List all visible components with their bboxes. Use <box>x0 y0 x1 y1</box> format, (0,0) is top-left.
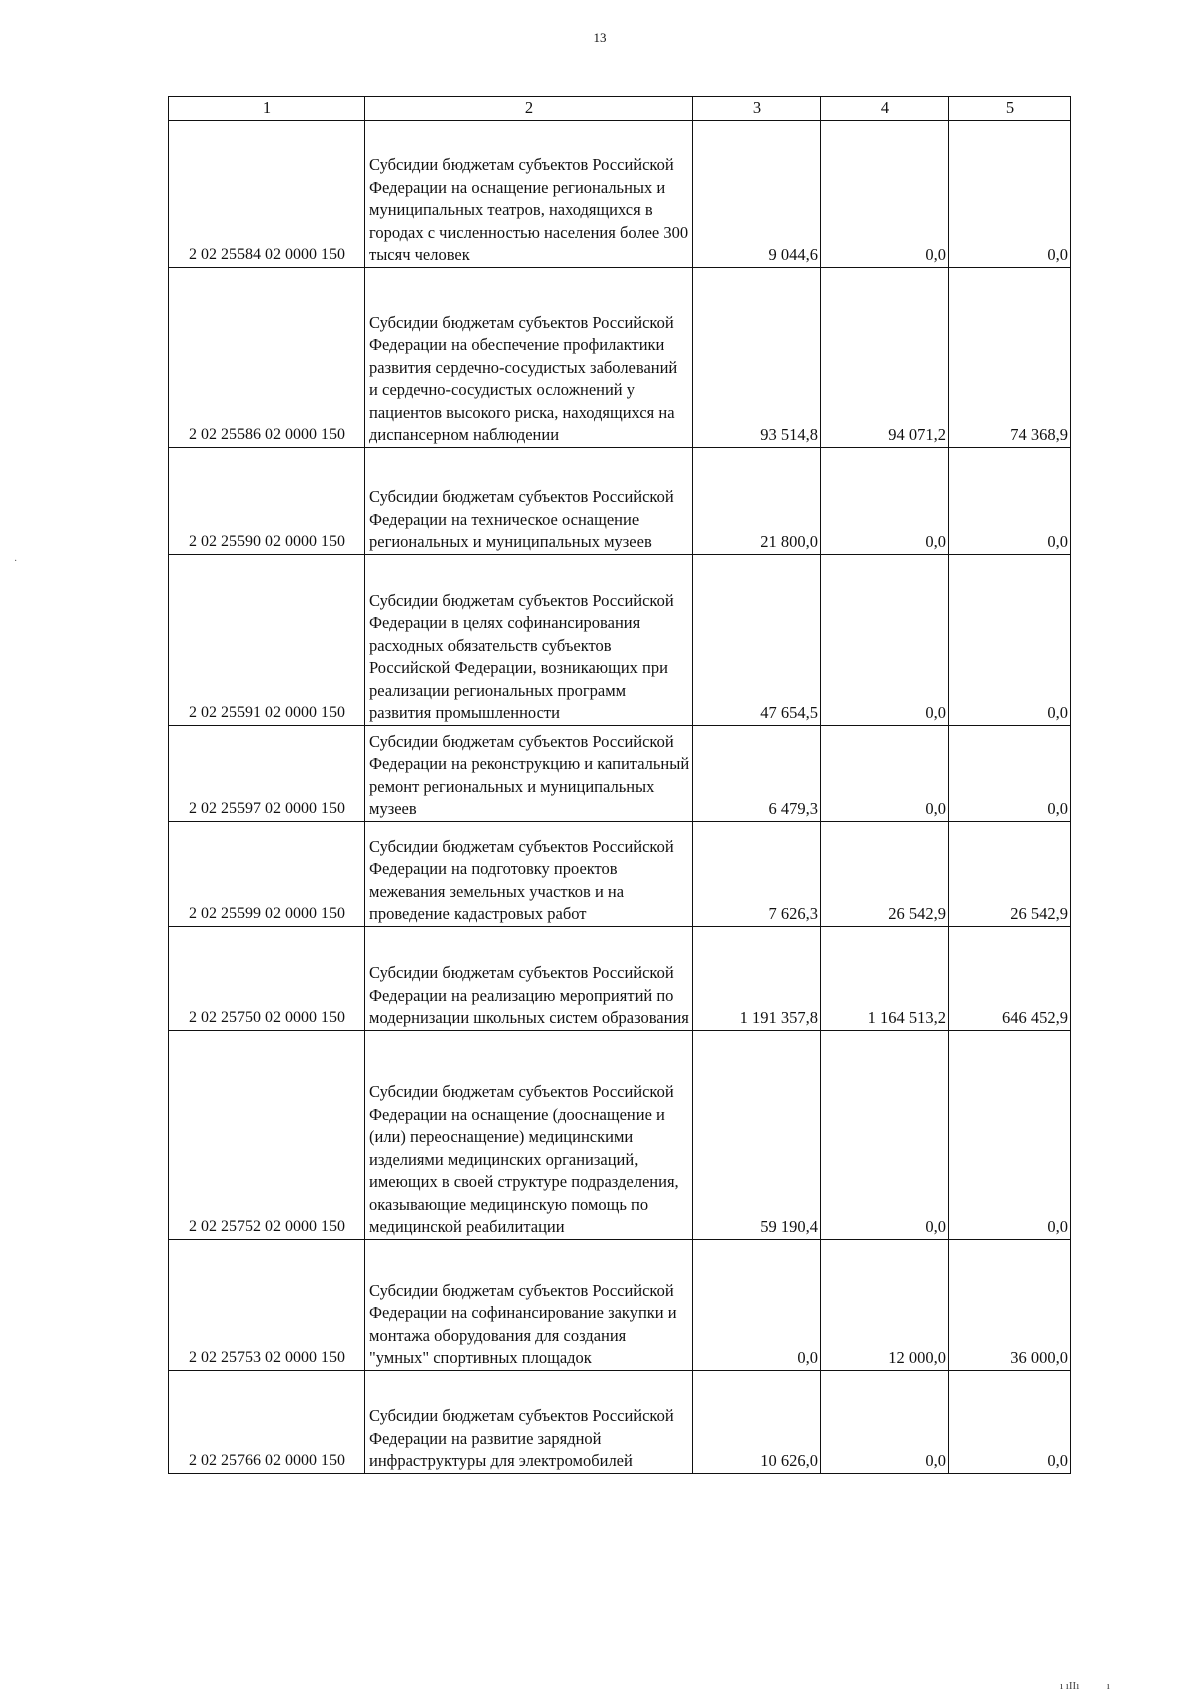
value-col-3: 9 044,6 <box>693 120 821 267</box>
budget-code: 2 02 25597 02 0000 150 <box>169 725 365 821</box>
subsidy-name: Субсидии бюджетам субъектов Российской Федерации на реконструкцию и капитальный ремонт региональных и муниципальных музеев <box>365 725 693 821</box>
value-col-4: 0,0 <box>821 1030 949 1239</box>
value-col-3: 1 191 357,8 <box>693 926 821 1030</box>
value-col-4: 26 542,9 <box>821 821 949 926</box>
value-col-3: 21 800,0 <box>693 447 821 554</box>
subsidy-name: Субсидии бюджетам субъектов Российской Федерации на развитие зарядной инфраструктуры для электромобилей <box>365 1370 693 1473</box>
table-row <box>169 1239 1071 1370</box>
value-col-3: 93 514,8 <box>693 267 821 447</box>
margin-mark: · <box>14 556 18 567</box>
budget-code: 2 02 25750 02 0000 150 <box>169 926 365 1030</box>
table-row <box>169 447 1071 554</box>
value-col-5: 0,0 <box>949 725 1071 821</box>
budget-code: 2 02 25753 02 0000 150 <box>169 1239 365 1370</box>
value-col-3: 7 626,3 <box>693 821 821 926</box>
table-row <box>169 821 1071 926</box>
column-header-3: 3 <box>693 97 821 121</box>
scan-marks: ı ıΙΙı ı <box>1060 1680 1110 1692</box>
subsidy-name: Субсидии бюджетам субъектов Российской Федерации на подготовку проектов межевания земельных участков и на проведение кадастровых работ <box>365 821 693 926</box>
value-col-5: 0,0 <box>949 120 1071 267</box>
value-col-3: 6 479,3 <box>693 725 821 821</box>
value-col-4: 0,0 <box>821 1370 949 1473</box>
value-col-5: 74 368,9 <box>949 267 1071 447</box>
table-row <box>169 1370 1071 1473</box>
budget-table <box>168 96 1071 1474</box>
budget-code: 2 02 25586 02 0000 150 <box>169 267 365 447</box>
subsidy-name: Субсидии бюджетам субъектов Российской Федерации на оснащение региональных и муниципальных театров, находящихся в городах с численностью населения более 300 тысяч человек <box>365 120 693 267</box>
column-header-2: 2 <box>365 97 693 121</box>
value-col-4: 0,0 <box>821 725 949 821</box>
column-header-4: 4 <box>821 97 949 121</box>
subsidy-name: Субсидии бюджетам субъектов Российской Федерации на софинансирование закупки и монтажа оборудования для создания "умных" спортивных площадок <box>365 1239 693 1370</box>
value-col-4: 94 071,2 <box>821 267 949 447</box>
value-col-5: 0,0 <box>949 554 1071 725</box>
column-header-5: 5 <box>949 97 1071 121</box>
value-col-5: 646 452,9 <box>949 926 1071 1030</box>
table-row <box>169 926 1071 1030</box>
table-row <box>169 120 1071 267</box>
subsidy-name: Субсидии бюджетам субъектов Российской Федерации на оснащение (дооснащение и (или) переоснащение) медицинскими изделиями медицинских организаций, имеющих в своей структуре подразделения, оказывающие медицинскую помощь по медицинской реабилитации <box>365 1030 693 1239</box>
value-col-4: 0,0 <box>821 554 949 725</box>
value-col-4: 0,0 <box>821 447 949 554</box>
table-row <box>169 725 1071 821</box>
subsidy-name: Субсидии бюджетам субъектов Российской Федерации на обеспечение профилактики развития сердечно-сосудистых заболеваний и сердечно-сосудистых осложнений у пациентов высокого риска, находящихся на диспансерном наблюдении <box>365 267 693 447</box>
subsidy-name: Субсидии бюджетам субъектов Российской Федерации на реализацию мероприятий по модернизации школьных систем образования <box>365 926 693 1030</box>
value-col-4: 12 000,0 <box>821 1239 949 1370</box>
budget-code: 2 02 25599 02 0000 150 <box>169 821 365 926</box>
column-header-1: 1 <box>169 97 365 121</box>
value-col-5: 0,0 <box>949 447 1071 554</box>
budget-code: 2 02 25766 02 0000 150 <box>169 1370 365 1473</box>
table-row <box>169 554 1071 725</box>
table-row <box>169 1030 1071 1239</box>
budget-code: 2 02 25752 02 0000 150 <box>169 1030 365 1239</box>
value-col-4: 1 164 513,2 <box>821 926 949 1030</box>
value-col-3: 59 190,4 <box>693 1030 821 1239</box>
subsidy-name: Субсидии бюджетам субъектов Российской Федерации в целях софинансирования расходных обязательств субъектов Российской Федерации, возникающих при реализации региональных программ развития промышленности <box>365 554 693 725</box>
value-col-5: 36 000,0 <box>949 1239 1071 1370</box>
value-col-4: 0,0 <box>821 120 949 267</box>
budget-code: 2 02 25591 02 0000 150 <box>169 554 365 725</box>
value-col-3: 47 654,5 <box>693 554 821 725</box>
value-col-3: 10 626,0 <box>693 1370 821 1473</box>
value-col-5: 0,0 <box>949 1030 1071 1239</box>
subsidy-name: Субсидии бюджетам субъектов Российской Федерации на техническое оснащение региональных и муниципальных музеев <box>365 447 693 554</box>
table-row <box>169 267 1071 447</box>
value-col-5: 26 542,9 <box>949 821 1071 926</box>
budget-code: 2 02 25590 02 0000 150 <box>169 447 365 554</box>
value-col-3: 0,0 <box>693 1239 821 1370</box>
budget-code: 2 02 25584 02 0000 150 <box>169 120 365 267</box>
header-row <box>169 97 1071 121</box>
value-col-5: 0,0 <box>949 1370 1071 1473</box>
page-number: 13 <box>593 30 607 45</box>
